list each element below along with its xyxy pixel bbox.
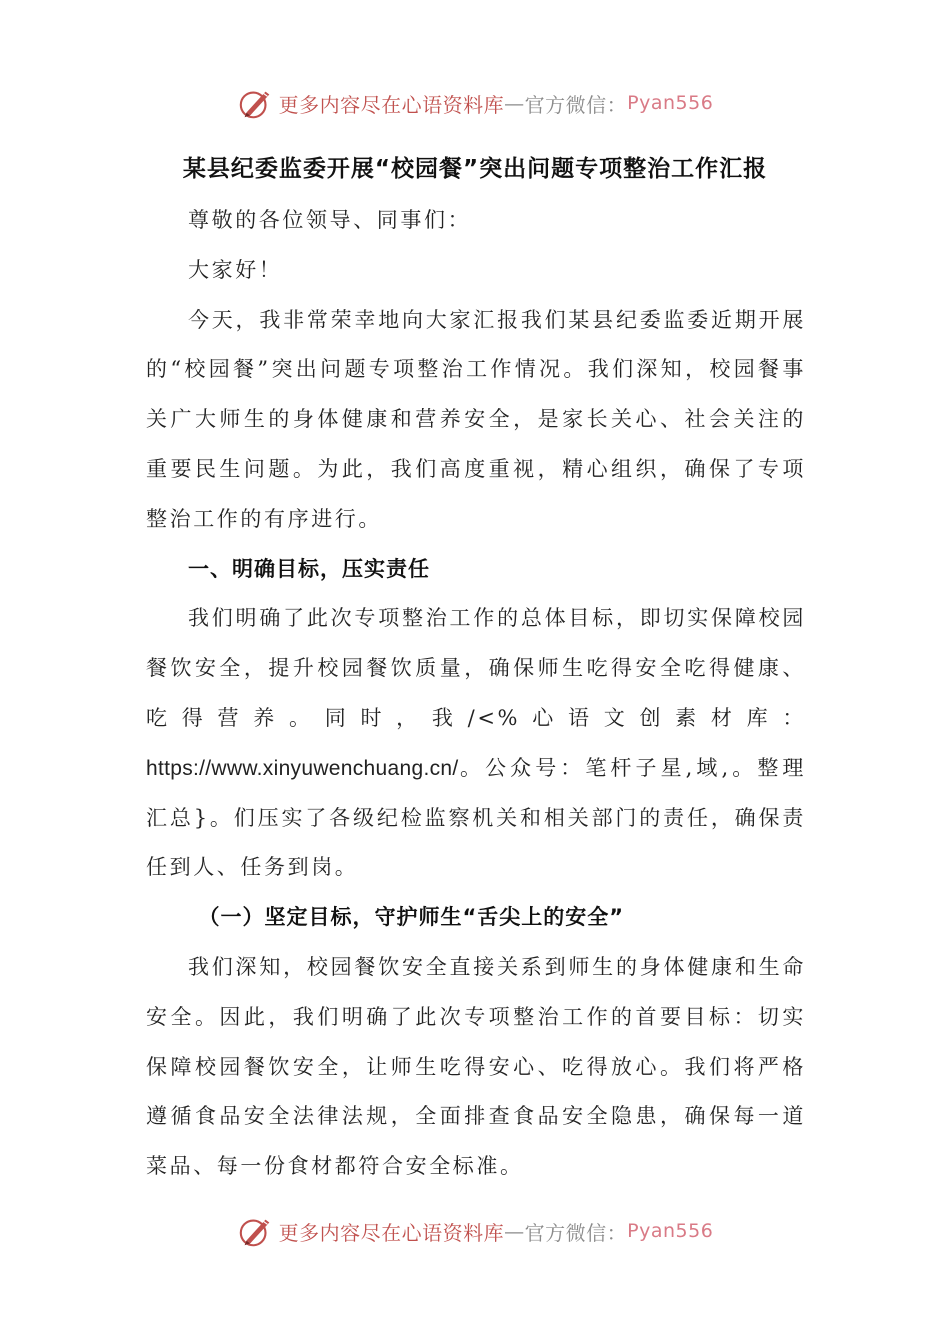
banner-wechat-id: Pyan556: [627, 1220, 714, 1242]
document-body: [146, 196, 806, 1192]
banner-dash: —: [504, 91, 525, 115]
banner-middle-text: 官方微信：: [524, 92, 628, 117]
section1-text-b: 。公众号：笔杆子星,域,。整理汇总}。们压实了各级纪检监察机关和相关部门的责任，确保责任到人、任务到岗。: [146, 755, 806, 880]
header-banner: [0, 80, 950, 126]
greeting: 大家好！: [188, 257, 283, 282]
section1-paragraph: [146, 594, 806, 893]
pen-logo-icon: [237, 1212, 275, 1250]
source-url: https://www.xinyuwenchuang.cn/: [146, 756, 459, 780]
subsection1-heading: （一）坚定目标，守护师生“舌尖上的安全”: [198, 905, 625, 930]
subsection1-paragraph: 我们深知，校园餐饮安全直接关系到师生的身体健康和生命安全。因此，我们明确了此次专项整治工作的首要目标：切实保障校园餐饮安全，让师生吃得安心、吃得放心。我们将严格遵循食品安全法律法规，全面排查食品安全隐患，确保每一道菜品、每一份食材都符合安全标准。: [146, 954, 806, 1179]
pen-logo-icon: [237, 84, 275, 122]
banner-left-text: 更多内容尽在心语资料库: [278, 92, 505, 117]
document-title: 某县纪委监委开展“校园餐”突出问题专项整治工作汇报: [182, 156, 768, 182]
section1-heading: 一、明确目标，压实责任: [188, 556, 430, 581]
banner-middle-text: 官方微信：: [524, 1220, 628, 1245]
banner-dash: —: [504, 1219, 525, 1243]
section1-text-a: 我们明确了此次专项整治工作的总体目标，即切实保障校园餐饮安全，提升校园餐饮质量，确保师生吃得安全吃得健康、吃得营养。同时，我/<%心语文创素材库：: [146, 606, 806, 730]
banner-left-text: 更多内容尽在心语资料库: [278, 1220, 505, 1245]
footer-banner: [0, 1208, 950, 1254]
intro-paragraph: 今天，我非常荣幸地向大家汇报我们某县纪委监委近期开展的“校园餐”突出问题专项整治工作情况。我们深知，校园餐事关广大师生的身体健康和营养安全，是家长关心、社会关注的重要民生问题。为此，我们高度重视，精心组织，确保了专项整治工作的有序进行。: [146, 307, 806, 531]
salutation: 尊敬的各位领导、同事们：: [188, 208, 472, 232]
banner-wechat-id: Pyan556: [627, 92, 714, 114]
